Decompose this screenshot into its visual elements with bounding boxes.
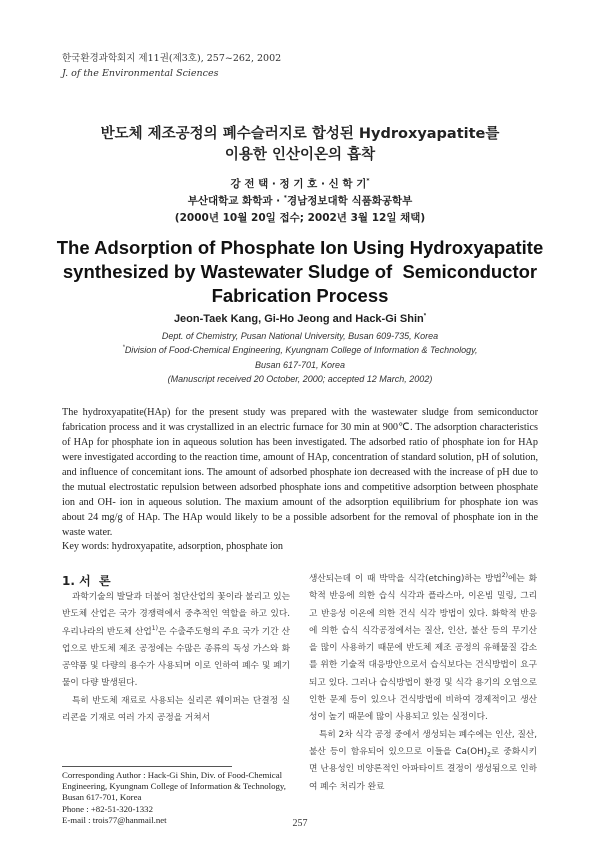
- intro-paragraph-1: [62, 589, 290, 693]
- korean-author-mark: *: [366, 177, 370, 185]
- journal-name-en: J. of the Environmental Sciences: [62, 68, 219, 79]
- footnote-divider: [62, 766, 232, 767]
- intro-p1-b: 은 수출주도형의 주요 국가 기간 산업으로 반도체 제조 공정에는 수많은 종류의 독성 가스와 화공약품 및 다량의 용수가 사용되며 이로 인하여 폐수 및 폐기물이 다량 발생된다.: [62, 626, 290, 689]
- journal-name-kr: 한국환경과학회지 제11권(제3호), 257~262, 2002: [62, 53, 282, 64]
- english-title-line-2: synthesized by Wastewater Sludge of Semiconductor: [62, 261, 538, 282]
- right-column: [309, 571, 537, 796]
- korean-title-line-1: 반도체 제조공정의 폐수슬러지로 합성된 Hydroxyapatite를: [100, 126, 500, 142]
- affiliation-2: [0, 343, 600, 357]
- affiliation-1: Dept. of Chemistry, Pusan National University, Busan 609-735, Korea: [161, 331, 439, 341]
- intro-p4-a: 특히 2차 식각 공정 중에서 생성되는 폐수에는 인산, 질산, 불산 등이 함유되어 있으므로 이들을 Ca(OH): [309, 729, 537, 757]
- page-number: 257: [292, 818, 308, 829]
- english-author-names-text: Jeon-Taek Kang, Gi-Ho Jeong and Hack-Gi Shin: [173, 313, 424, 325]
- affiliation-2-text: Division of Food-Chemical Engineering, Kyungnam College of Information & Technology,: [124, 345, 478, 356]
- korean-authors-block: [0, 176, 600, 227]
- keywords: Key words: hydroxyapatite, adsorption, phosphate ion: [62, 541, 283, 552]
- english-author-names: [0, 311, 600, 327]
- english-affiliations: [0, 329, 600, 386]
- intro-p4-b: 로 중화시키면 난용성인 비양론적인 아파타이트 결정이 생성됨으로 인하여 폐수 처리가 완료: [309, 746, 537, 792]
- korean-author-names: [0, 176, 600, 193]
- intro-paragraph-3: [309, 571, 537, 727]
- intro-p4-subscript: 2: [487, 751, 491, 759]
- korean-affiliation-mark: *: [283, 194, 287, 202]
- manuscript-dates: (Manuscript received 20 October, 2000; accepted 12 March, 2002): [167, 373, 433, 384]
- english-title-line-1: The Adsorption of Phosphate Ion Using Hydroxyapatite: [56, 237, 544, 258]
- intro-paragraph-2: 특히 반도체 재료로 사용되는 실리콘 웨이퍼는 단결정 실리콘을 기재로 여러 가지 공정을 거쳐서: [62, 695, 290, 724]
- korean-affiliation-b: 경남정보대학 식품화공학부: [286, 195, 413, 207]
- intro-p3-b: 에는 화학적 반응에 의한 습식 식각과 플라스마, 이온빔 밀링, 그리고 반응성 이온에 의한 건식 식각 방법이 있다. 화학적 반응에 의한 습식 식각공정에서는 질산, 인산, 불산 등의 무기산을 많이 사용하기 때문에 반도체 제조 공정의 유해물질 감소를 위한 기술적 대응방안으로서 습식보다는 건식방법이 요구되고 있다. 그러나 습식방법이 환경 및 식각 용기의 오염으로 인한 문제 등이 있으나 건식방법에 비하여 경제적이고 생산성이 높기 때문에 많이 사용되고 있는 실정이다.: [309, 574, 537, 723]
- english-title: [0, 236, 600, 308]
- footnote-email: E-mail : trois77@hanmail.net: [62, 814, 167, 825]
- intro-p1-a: 과학기술의 발달과 더불어 첨단산업의 꽃이라 불리고 있는 반도체 산업은 국가 경쟁력에서 중추적인 역할을 하고 있다. 우리나라의 반도체 산업: [62, 592, 290, 637]
- abstract: The hydroxyapatite(HAp) for the present study was prepared with the wastewater sludge from semiconductor fabrication process and it was crystallized in an electric furnace for 30 min at 900℃. The adsorption characteristics of HAp for phosphate ion in aqueous solution has been investigated. The adsorbed ratio of phosphate ion for HAp were investigated according to the reaction time, amount of HAp, concentration of standard solution, pH of solution, and influence of concemitant ions. The amount of adsorbed phosphate ion decreased with the increase of pH due to the mutual electrostatic repulsion between adsorbed phosphate ions and competitive adsorption between phosphate ion and OH- ion in aqueous solution. The maxium amount of the adsorption equilibrium for phosphate ion was about 24 mg/g of HAp. The HAp would likely to be a possible adsorbent for the removal of phosphate ion in the waste water.: [62, 407, 538, 538]
- affiliation-3: Busan 617-701, Korea: [254, 359, 346, 370]
- korean-author-names-text: 강 전 택 · 정 기 호 · 신 학 기: [230, 178, 367, 190]
- footnote-author: Corresponding Author : Hack-Gi Shin, Div. of Food-Chemical Engineering, Kyungnam College of Information & Technology, Busan 617-701, Korea: [62, 770, 286, 803]
- korean-title-line-2: 이용한 인산이온의 흡착: [224, 147, 376, 163]
- ref-1: 1): [151, 624, 158, 632]
- section-1-title: 1. 서 론: [62, 574, 111, 588]
- affiliation-2-mark: *: [122, 345, 125, 352]
- intro-paragraph-4: [309, 727, 537, 796]
- journal-header: [62, 51, 281, 81]
- left-column: [62, 589, 290, 727]
- korean-affiliation-a: 부산대학교 화학과 ·: [187, 195, 284, 207]
- english-title-line-3: Fabrication Process: [211, 285, 389, 306]
- korean-affiliation: [0, 193, 600, 210]
- korean-title: [0, 124, 600, 166]
- intro-p3-a: 생산되는데 이 때 박막을 식각(etching)하는 방법: [309, 574, 502, 584]
- english-author-mark: *: [423, 313, 427, 320]
- korean-received-dates: (2000년 10월 20일 접수; 2002년 3월 12일 채택): [174, 212, 426, 224]
- footnote-phone: Phone : +82-51-320-1332: [62, 803, 153, 814]
- ref-2: 2): [501, 572, 508, 580]
